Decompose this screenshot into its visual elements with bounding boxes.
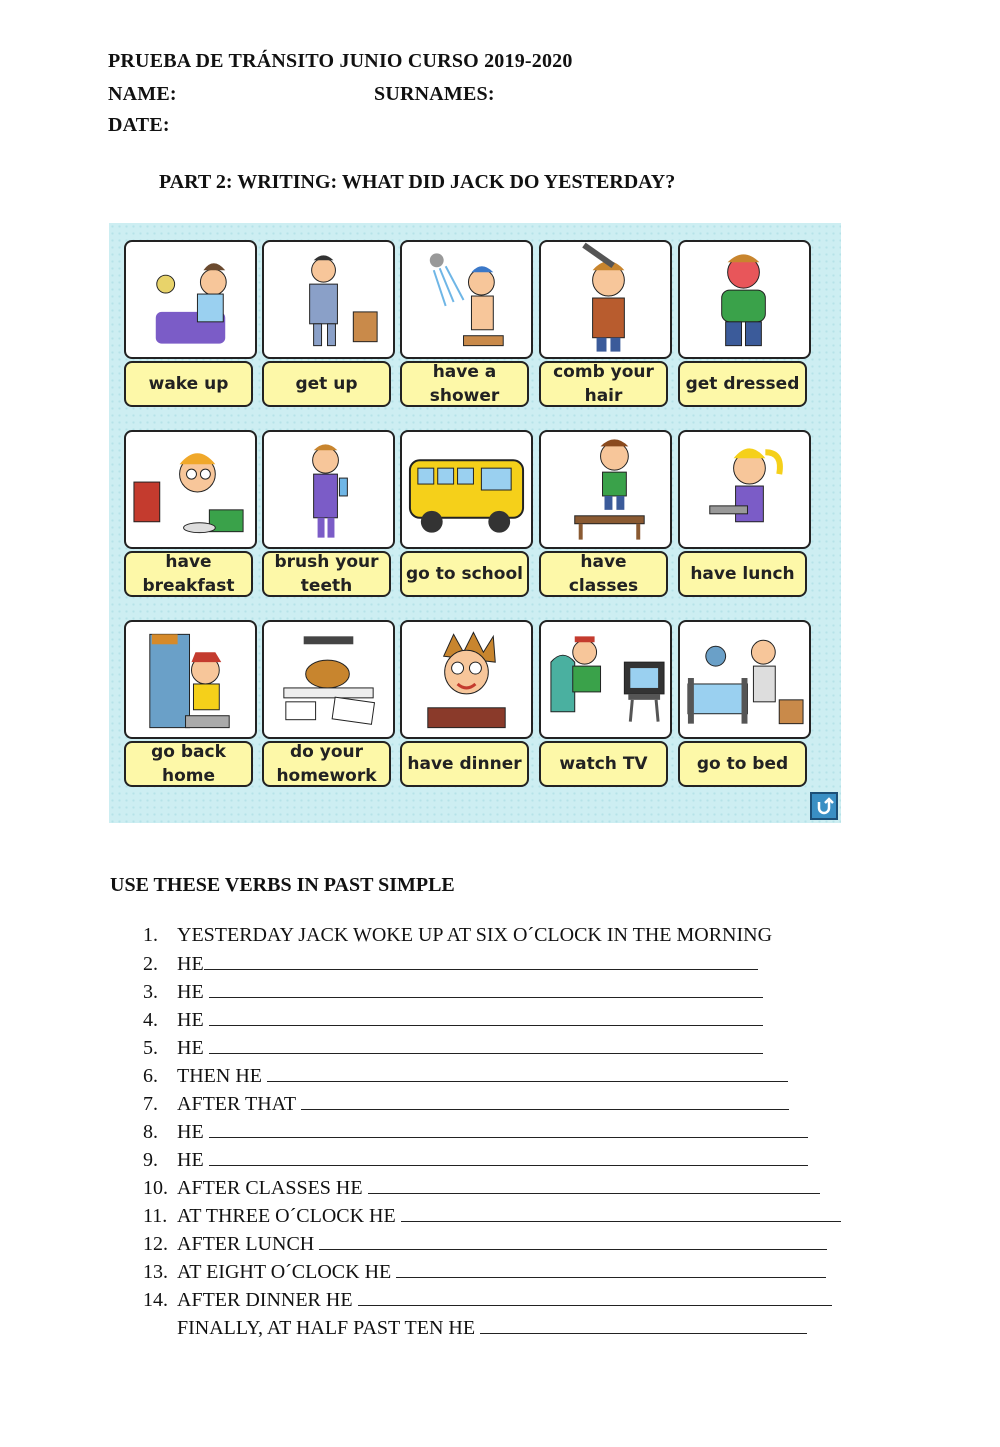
surnames-label: SURNAMES: <box>374 83 495 105</box>
go-home-icon <box>124 620 257 739</box>
breakfast-icon <box>124 430 257 549</box>
sentence-number: 3. <box>143 981 158 1003</box>
sentence-prompt: HE <box>177 1037 204 1059</box>
answer-blank[interactable] <box>209 1007 763 1026</box>
undo-button[interactable] <box>810 792 838 820</box>
sentence-line <box>143 1118 808 1146</box>
answer-blank[interactable] <box>396 1259 826 1278</box>
sentence-number: 2. <box>143 953 158 975</box>
lunch-icon <box>678 430 811 549</box>
sentence-prompt: AFTER LUNCH <box>177 1233 315 1255</box>
sentence-line <box>143 1006 763 1034</box>
verb-label: have breakfast <box>124 551 253 597</box>
sentence-prompt: AT THREE O´CLOCK HE <box>177 1205 396 1227</box>
sentence-line <box>143 1146 808 1174</box>
sentence-line <box>143 950 758 978</box>
sentence-line <box>143 1090 789 1118</box>
sentence-prompt: THEN HE <box>177 1065 262 1087</box>
get-up-icon <box>262 240 395 359</box>
name-label: NAME: <box>108 83 177 105</box>
sentence-line <box>143 1286 832 1314</box>
verb-label: have classes <box>539 551 668 597</box>
sentence-prompt: HE <box>177 1009 204 1031</box>
sentence-text: YESTERDAY JACK WOKE UP AT SIX O´CLOCK IN THE MORNING <box>177 924 773 946</box>
sentence-line <box>143 1034 763 1062</box>
shower-icon <box>400 240 533 359</box>
sentence-line <box>143 921 772 949</box>
brush-teeth-icon <box>262 430 395 549</box>
answer-blank[interactable] <box>267 1063 788 1082</box>
wake-up-icon <box>124 240 257 359</box>
homework-icon <box>262 620 395 739</box>
sentence-number: 1. <box>143 924 158 946</box>
sentence-line <box>143 1062 788 1090</box>
answer-blank[interactable] <box>358 1287 832 1306</box>
verb-label: go to school <box>400 551 529 597</box>
verb-label: go back home <box>124 741 253 787</box>
sentence-line <box>143 1258 826 1286</box>
instruction-heading: USE THESE VERBS IN PAST SIMPLE <box>110 874 455 896</box>
sentence-prompt: FINALLY, AT HALF PAST TEN HE <box>177 1317 476 1339</box>
verb-label: wake up <box>124 361 253 407</box>
answer-blank[interactable] <box>209 1119 808 1138</box>
sentence-line <box>143 1230 827 1258</box>
answer-blank[interactable] <box>301 1091 789 1110</box>
get-dressed-icon <box>678 240 811 359</box>
verb-label: do your homework <box>262 741 391 787</box>
sentence-number: 9. <box>143 1149 158 1171</box>
sentence-prompt: AT EIGHT O´CLOCK HE <box>177 1261 392 1283</box>
verb-label: go to bed <box>678 741 807 787</box>
verb-label: have a shower <box>400 361 529 407</box>
undo-arrow-icon <box>814 796 834 816</box>
sentence-prompt: HE <box>177 953 204 975</box>
sentence-number: 11. <box>143 1205 168 1227</box>
verbs-picture-panel <box>109 223 841 823</box>
answer-blank[interactable] <box>209 1147 808 1166</box>
answer-blank[interactable] <box>480 1315 807 1334</box>
answer-blank[interactable] <box>368 1175 820 1194</box>
sentence-number: 8. <box>143 1121 158 1143</box>
sentence-prompt: AFTER CLASSES HE <box>177 1177 363 1199</box>
sentence-line <box>143 1174 820 1202</box>
answer-blank[interactable] <box>209 1035 763 1054</box>
classes-icon <box>539 430 672 549</box>
answer-blank[interactable] <box>204 951 758 970</box>
sentence-prompt: AFTER DINNER HE <box>177 1289 353 1311</box>
sentence-prompt: HE <box>177 1149 204 1171</box>
tv-icon <box>539 620 672 739</box>
school-bus-icon <box>400 430 533 549</box>
answer-blank[interactable] <box>319 1231 827 1250</box>
sentence-prompt: HE <box>177 981 204 1003</box>
verb-label: watch TV <box>539 741 668 787</box>
answer-blank[interactable] <box>209 979 763 998</box>
sentence-number: 5. <box>143 1037 158 1059</box>
sentence-prompt: HE <box>177 1121 204 1143</box>
sentence-number: 12. <box>143 1233 168 1255</box>
sentence-number: 14. <box>143 1289 168 1311</box>
answer-blank[interactable] <box>401 1203 841 1222</box>
verb-label: have lunch <box>678 551 807 597</box>
verb-label: get dressed <box>678 361 807 407</box>
sentence-line <box>143 1314 807 1342</box>
sentence-line <box>143 978 763 1006</box>
sentence-prompt: AFTER THAT <box>177 1093 296 1115</box>
worksheet-title: PRUEBA DE TRÁNSITO JUNIO CURSO 2019-2020 <box>108 50 573 72</box>
comb-hair-icon <box>539 240 672 359</box>
sentence-number: 10. <box>143 1177 168 1199</box>
sentence-number: 4. <box>143 1009 158 1031</box>
sentence-number: 6. <box>143 1065 158 1087</box>
sentence-line <box>143 1202 841 1230</box>
verb-label: brush your teeth <box>262 551 391 597</box>
verb-label: have dinner <box>400 741 529 787</box>
sentence-number: 13. <box>143 1261 168 1283</box>
sentence-number: 7. <box>143 1093 158 1115</box>
dinner-icon <box>400 620 533 739</box>
date-label: DATE: <box>108 114 170 136</box>
verb-label: get up <box>262 361 391 407</box>
verb-label: comb your hair <box>539 361 668 407</box>
bed-icon <box>678 620 811 739</box>
part2-title: PART 2: WRITING: WHAT DID JACK DO YESTERDAY? <box>159 171 676 193</box>
